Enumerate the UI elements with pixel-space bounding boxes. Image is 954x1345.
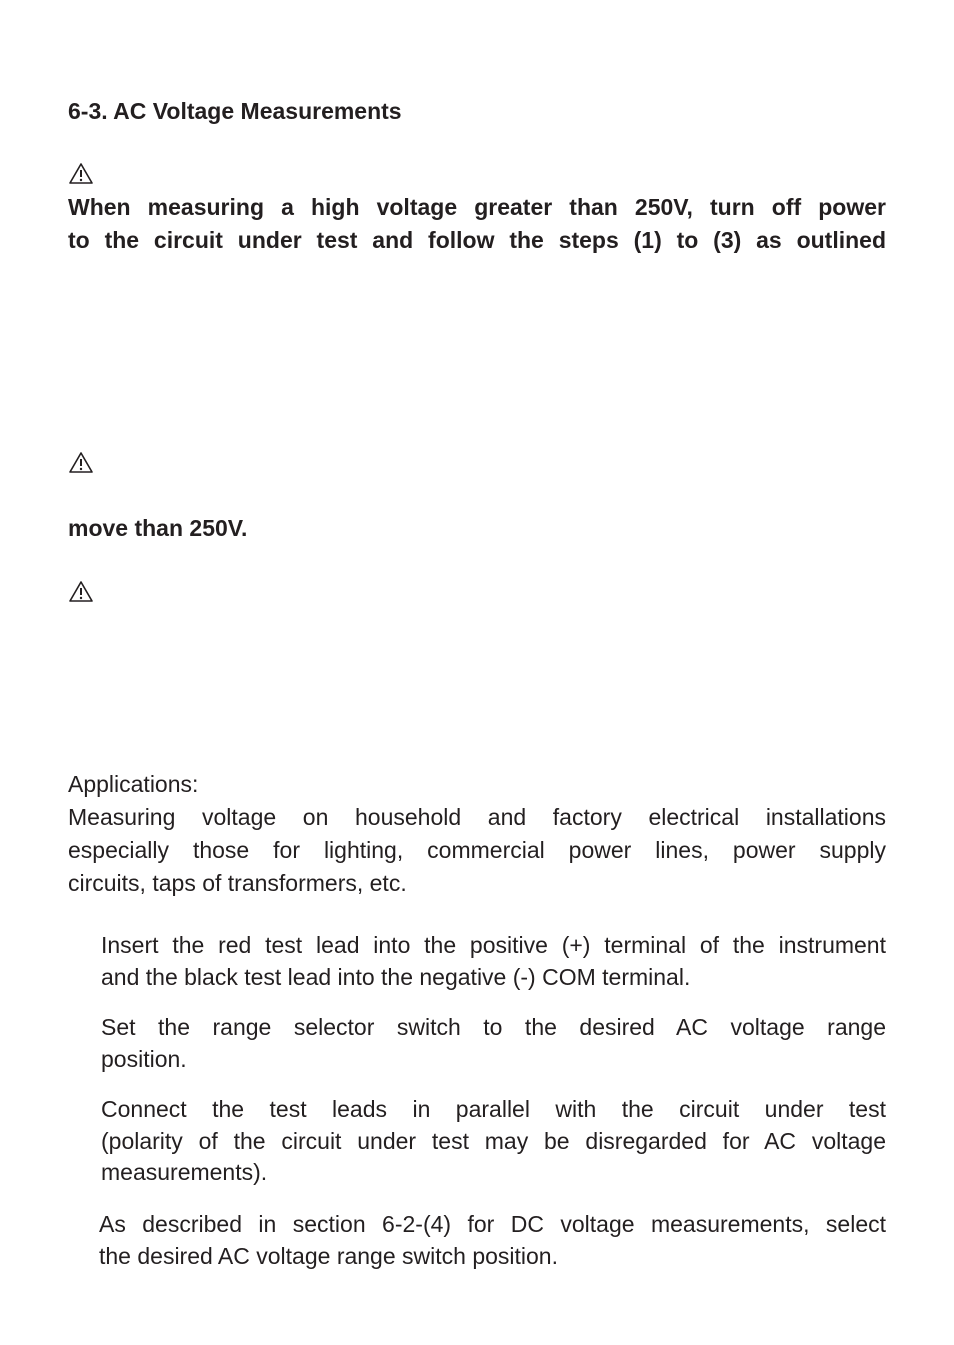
applications-line: circuits, taps of transformers, etc. (68, 870, 407, 896)
step-line: Set the range selector switch to the desired AC voltage range (101, 1014, 886, 1040)
step-line: Connect the test leads in parallel with the circuit under test (101, 1096, 886, 1122)
warning-triangle-icon (68, 162, 94, 186)
warning-triangle-icon (68, 451, 94, 475)
step-4 (99, 1209, 886, 1272)
applications-line: especially those for lighting, commercial power lines, power supply (68, 837, 886, 863)
step-line: the desired AC voltage range switch position. (99, 1242, 558, 1269)
step-line: and the black test lead into the negative (-) COM terminal. (101, 963, 691, 990)
applications-block (68, 768, 886, 900)
step-line: As described in section 6-2-(4) for DC voltage measurements, select (99, 1211, 886, 1237)
warning-2-text: move than 250V. (68, 515, 248, 541)
step-1 (101, 930, 886, 993)
applications-line: Measuring voltage on household and factory electrical installations (68, 804, 886, 830)
step-3 (101, 1094, 886, 1189)
step-line: position. (101, 1045, 187, 1072)
warning-1-line: to the circuit under test and follow the steps (1) to (3) as outlined (68, 227, 886, 253)
warning-1-line: When measuring a high voltage greater than 250V, turn off power (68, 194, 886, 220)
step-line: (polarity of the circuit under test may be disregarded for AC voltage (101, 1127, 886, 1154)
applications-label: Applications: (68, 771, 199, 797)
step-line: Insert the red test lead into the positive (+) terminal of the instrument (101, 932, 886, 958)
section-heading: 6-3. AC Voltage Measurements (68, 98, 402, 124)
warning-1-text (68, 191, 886, 257)
warning-triangle-icon (68, 580, 94, 604)
step-line: measurements). (101, 1159, 268, 1185)
step-2 (101, 1012, 886, 1075)
